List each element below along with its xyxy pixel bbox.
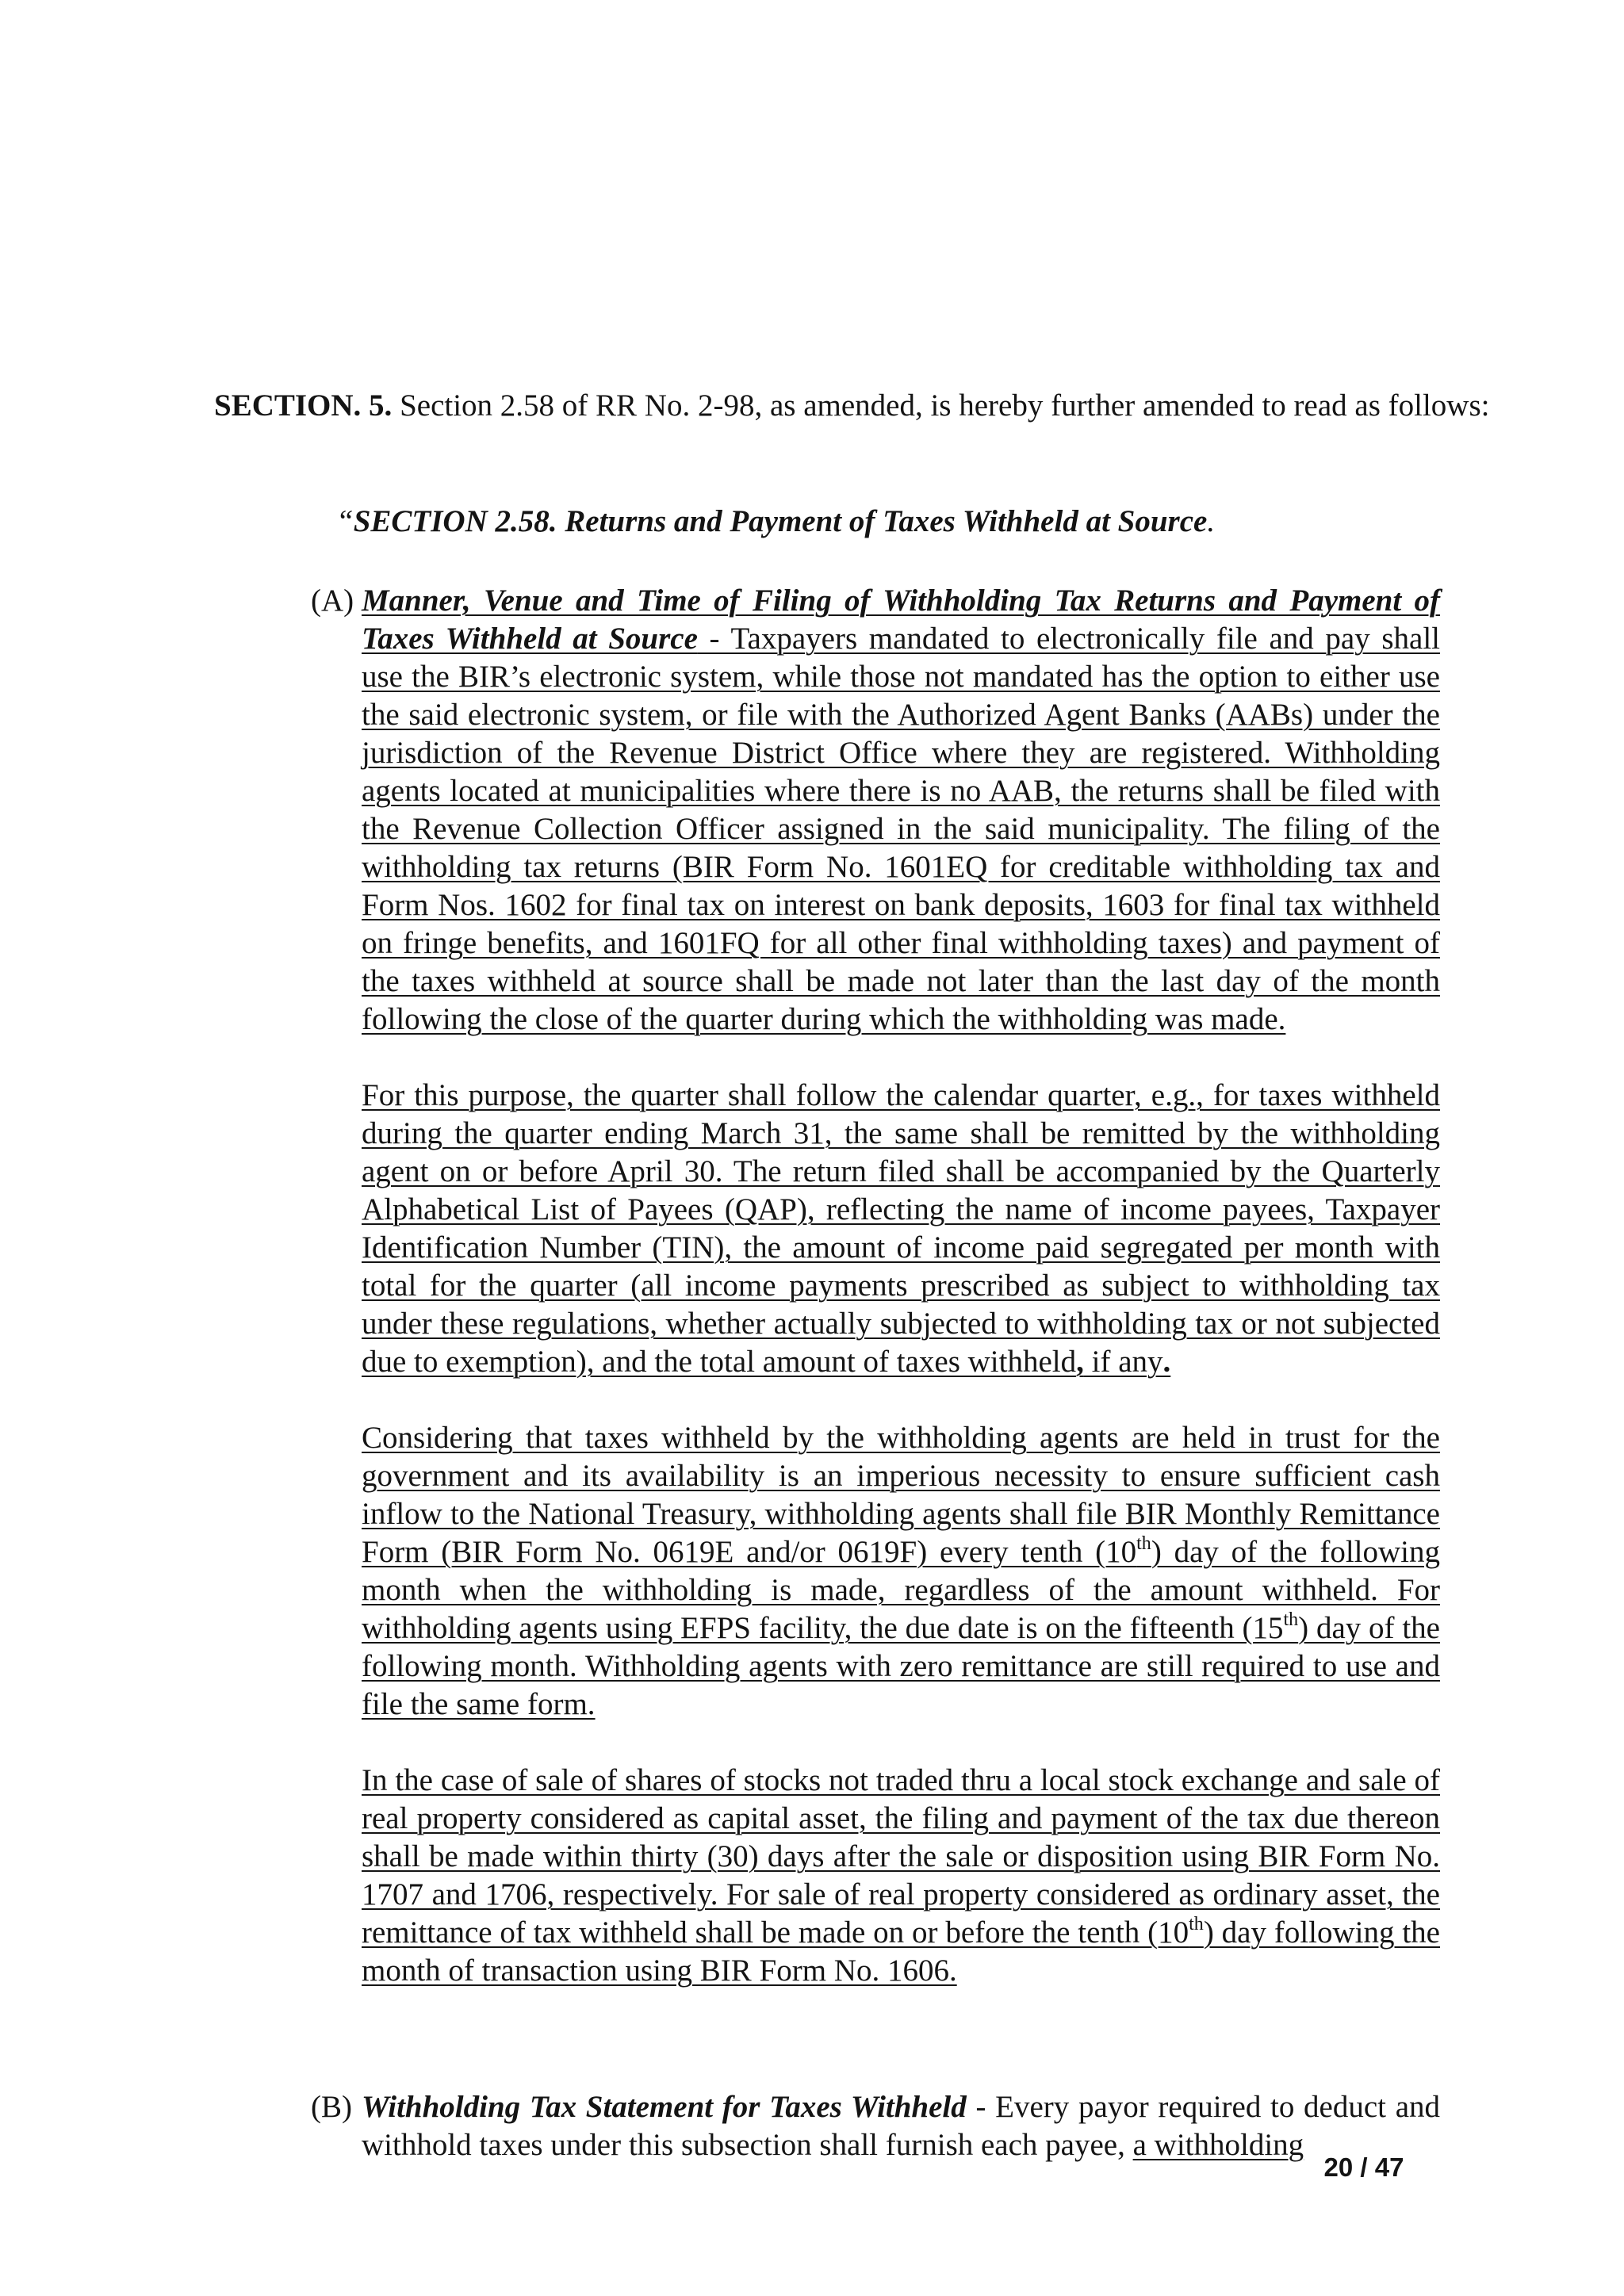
item-a-paragraph-4: In the case of sale of shares of stocks not traded thru a local stock exchange and sale of real property considered as capital asset, the filing and payment of the tax due thereon shall be made within thirty (30) days after the sale or disposition using BIR Form No. 1707 and 1706, respectively. For sale of real property considered as ordinary asset, the remittance of tax withheld shall be made on or before the tenth (10th) day following the month of transaction using BIR Form No. 1606. — [362, 1763, 1440, 1988]
section-5-text: Section 2.58 of RR No. 2-98, as amended, is hereby further amended to read as follows: — [392, 388, 1490, 423]
section-5-intro — [214, 387, 1511, 425]
item-b-body — [362, 2088, 1440, 2164]
section-2-58-heading — [336, 503, 1367, 541]
item-a-body — [362, 582, 1440, 1990]
item-a-paragraph-2: For this purpose, the quarter shall follow the calendar quarter, e.g., for taxes withheld during the quarter ending March 31, the same shall be remitted by the withholding agent on or before April 30. The return filed shall be accompanied by the Quarterly Alphabetical List of Payees (QAP), reflecting the name of income payees, Taxpayer Identification Number (TIN), the amount of income paid segregated per month with total for the quarter (all income payments prescribed as subject to withholding tax under these regulations, whether actually subjected to withholding tax or not subjected due to exemption), and the total amount of taxes withheld, if any. — [362, 1078, 1440, 1379]
open-quote: “ — [336, 504, 354, 538]
heading-period: . — [1207, 504, 1216, 538]
item-b-text: - Every payor required to deduct and withhold taxes under this subsection shall furnish each payee, — [362, 2090, 1441, 2162]
page-number: 20 / 47 — [1323, 2152, 1404, 2182]
item-a-label: (A) — [311, 584, 354, 618]
item-a-title: Manner, Venue and Time of Filing of Withholding Tax Returns and Payment of Taxes Withheld at Source — [362, 584, 1440, 656]
section-2-58-title: SECTION 2.58. Returns and Payment of Taxes Withheld at Source — [353, 504, 1208, 538]
item-b-underlined: a withholding — [1132, 2128, 1304, 2162]
item-b-label: (B) — [311, 2090, 352, 2124]
item-b-title: Withholding Tax Statement for Taxes Withheld — [362, 2090, 967, 2124]
item-a-paragraph-1 — [362, 582, 1440, 1039]
section-5-label: SECTION. 5. — [214, 388, 393, 423]
item-a-paragraph-3: Considering that taxes withheld by the withholding agents are held in trust for the government and its availability is an imperious necessity to ensure sufficient cash inflow to the National Treasury, withholding agents shall file BIR Monthly Remittance Form (BIR Form No. 0619E and/or 0619F) every tenth (10th) day of the following month when the withholding is made, regardless of the amount withheld. For withholding agents using EFPS facility, the due date is on the fifteenth (15th) day of the following month. Withholding agents with zero remittance are still required to use and file the same form. — [362, 1421, 1441, 1721]
item-a-intro: - Taxpayers mandated to electronically file and pay shall use the BIR’s electronic system, while those not mandated has the option to either use the said electronic system, or file with the Authorized Agent Banks (AABs) under the jurisdiction of the Revenue District Office where they are registered. Withholding agents located at municipalities where there is no AAB, the returns shall be filed with the Revenue Collection Officer assigned in the said municipality. The filing of the withholding tax returns (BIR Form No. 1601EQ for creditable withholding tax and Form Nos. 1602 for final tax on interest on bank deposits, 1603 for final tax withheld on fringe benefits, and 1601FQ for all other final withholding taxes) and payment of the taxes withheld at source shall be made not later than the last day of the month following the close of the quarter during which the withholding was made. — [362, 622, 1441, 1036]
